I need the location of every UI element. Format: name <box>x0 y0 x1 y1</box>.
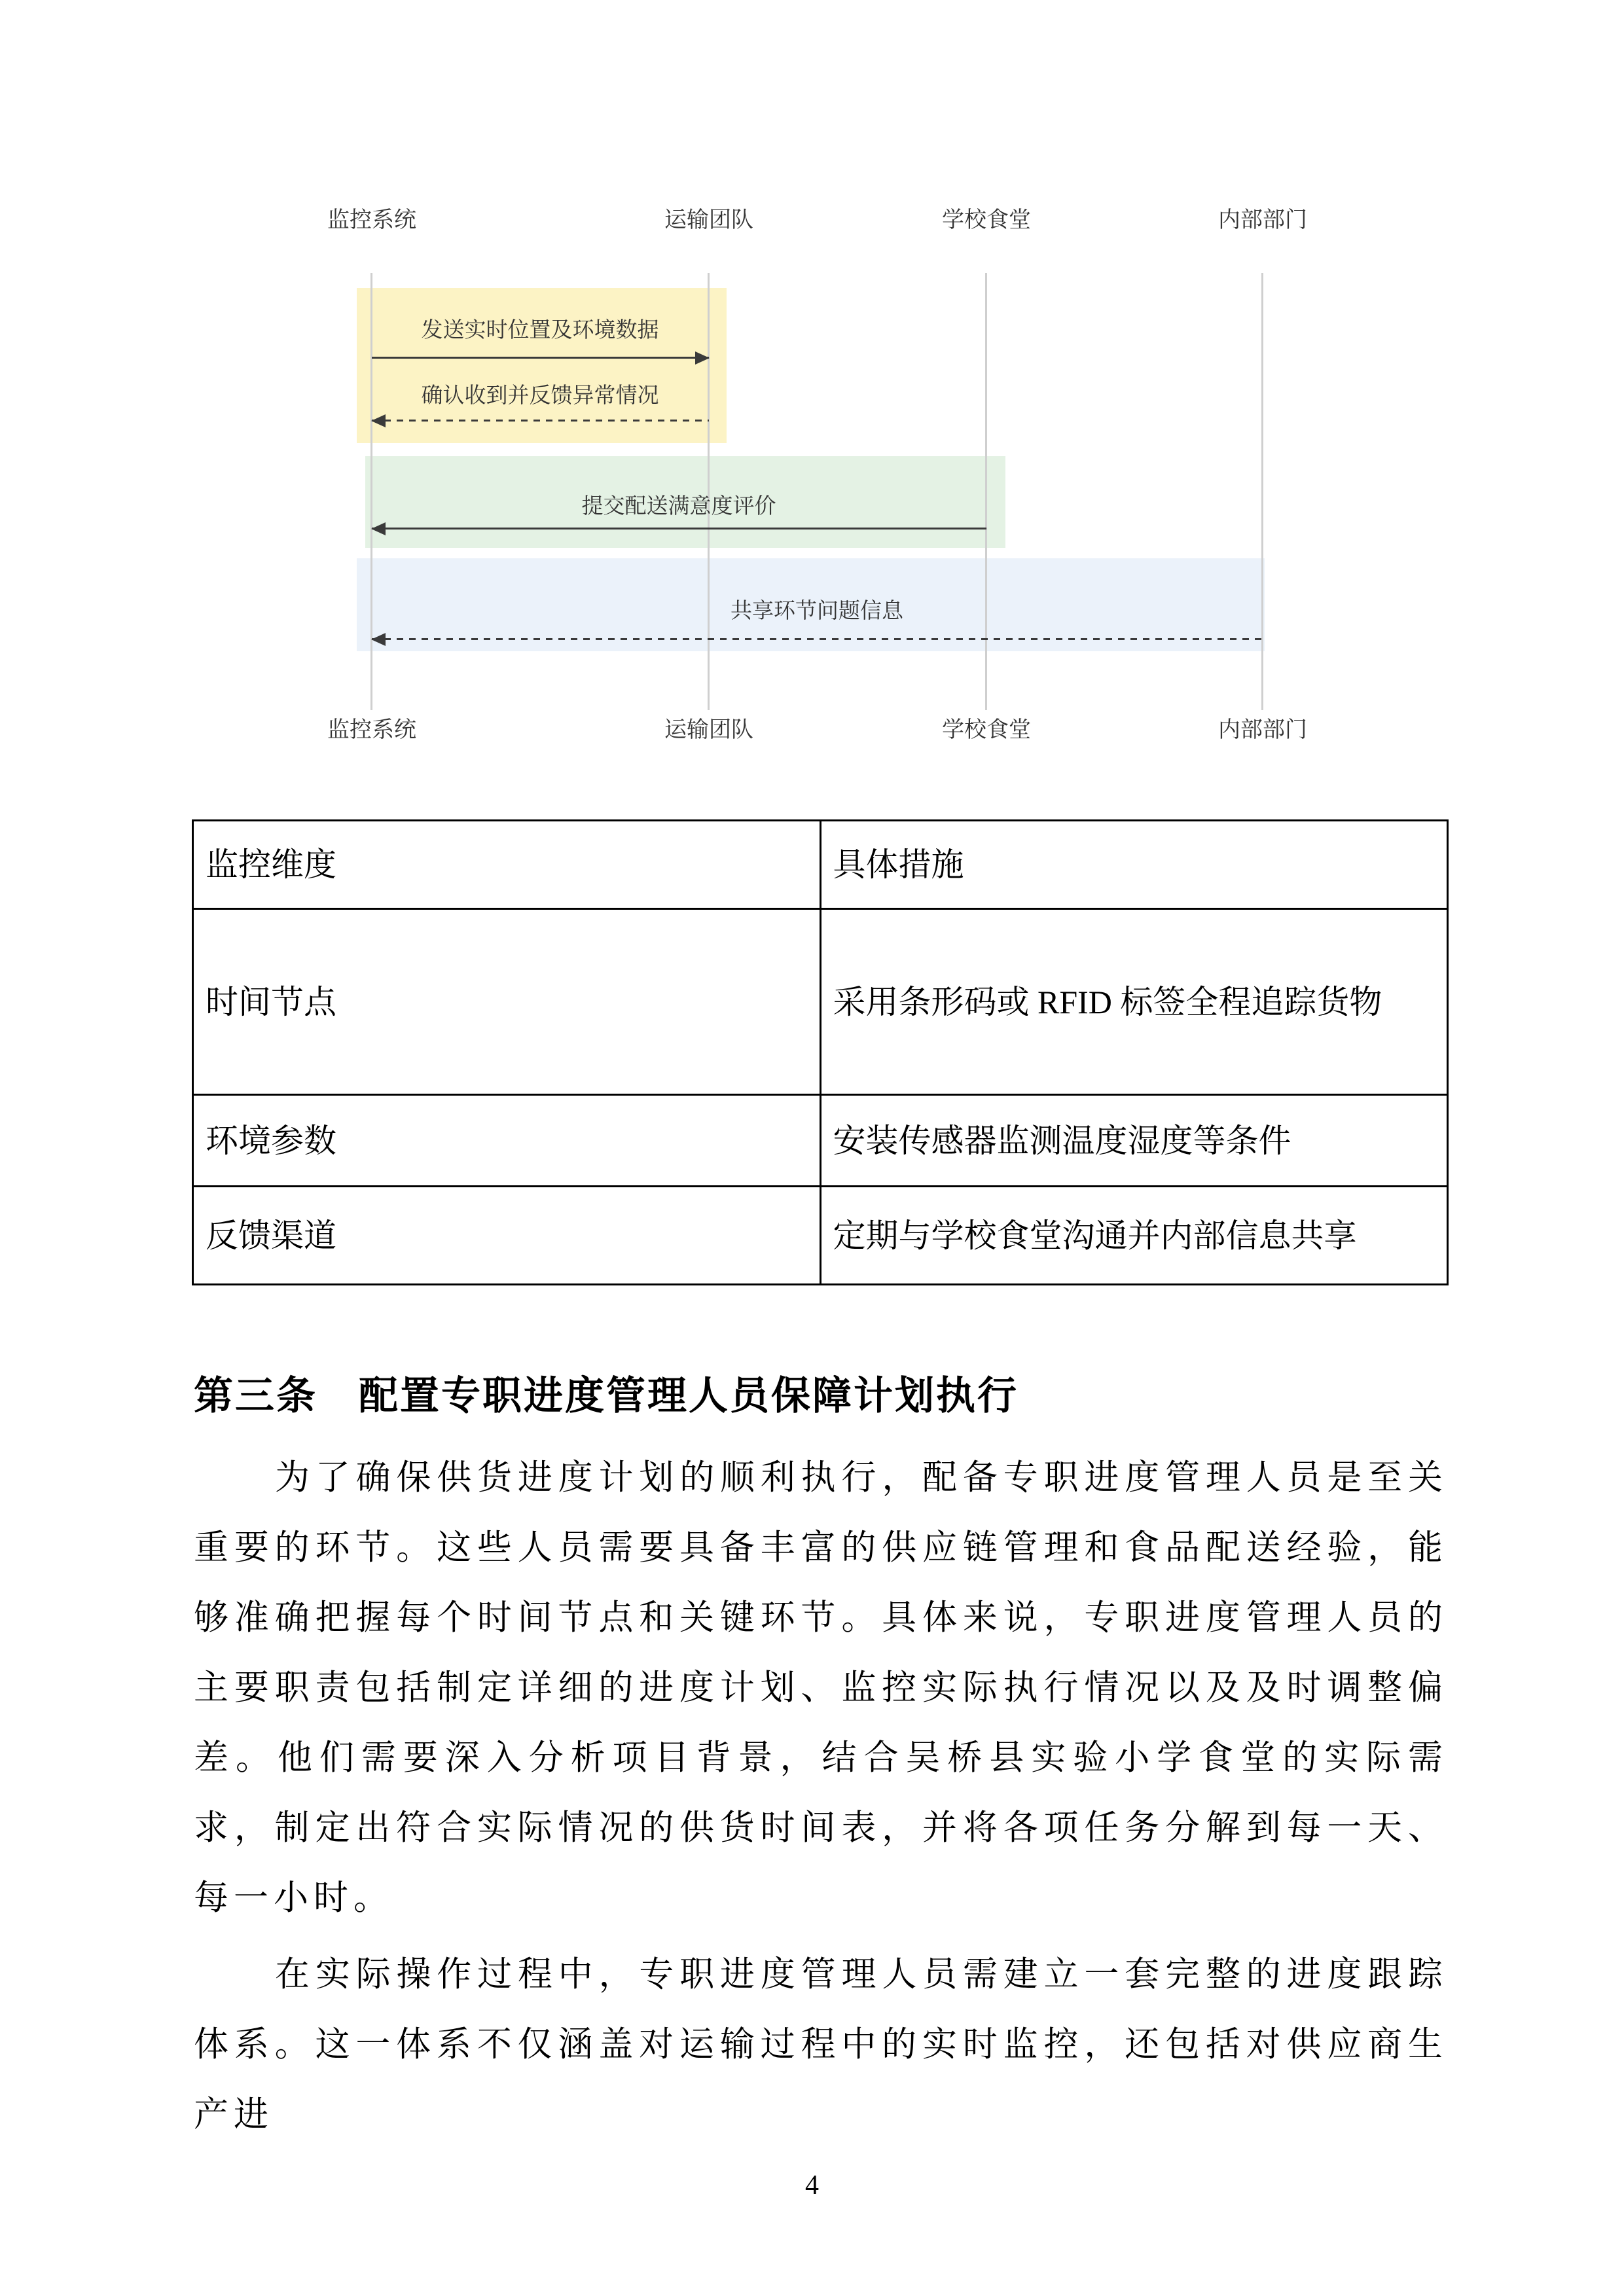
actor-label-transport-team-top: 运输团队 <box>664 207 753 232</box>
body-paragraph: 为了确保供货进度计划的顺利执行，配备专职进度管理人员是至关重要的环节。这些人员需要具备丰富的供应链管理和食品配送经验，能够准确把握每个时间节点和关键环节。具体来说，专职进度管理人员的主要职责包括制定详细的进度计划、监控实际执行情况以及及时调整偏差。他们需要深入分析项目背景，结合吴桥县实验小学食堂的实际需求，制定出符合实际情况的供货时间表，并将各项任务分解到每一天、每一小时。 <box>194 1459 1448 1917</box>
actor-label-internal-dept-top: 内部部门 <box>1218 207 1307 232</box>
table-cell-measure: 定期与学校食堂沟通并内部信息共享 <box>820 1187 1448 1285</box>
message-arrow-satisfaction-eval <box>372 528 986 529</box>
body-paragraph: 在实际操作过程中，专职进度管理人员需建立一套完整的进度跟踪体系。这一体系不仅涵盖对运输过程中的实时监控，还包括对供应商生产进 <box>194 1956 1448 2134</box>
table-cell-dimension: 时间节点 <box>193 909 821 1095</box>
actor-label-school-canteen-bottom: 学校食堂 <box>942 717 1031 742</box>
table-cell-dimension: 反馈渠道 <box>193 1187 821 1285</box>
actor-label-transport-team-bottom: 运输团队 <box>664 717 753 742</box>
message-label-send-location: 发送实时位置及环境数据 <box>421 317 659 342</box>
message-label-confirm-feedback: 确认收到并反馈异常情况 <box>421 383 659 407</box>
table-header-dimension: 监控维度 <box>193 821 821 909</box>
table-cell-dimension: 环境参数 <box>193 1095 821 1187</box>
actor-label-monitor-system-bottom: 监控系统 <box>327 717 416 742</box>
lifeline-internal-dept <box>1261 273 1263 710</box>
table-cell-measure: 采用条形码或 RFID 标签全程追踪货物 <box>820 909 1448 1095</box>
arrowhead-left-icon <box>371 414 386 427</box>
message-arrow-confirm-feedback <box>372 420 709 422</box>
message-label-share-issues: 共享环节问题信息 <box>731 598 903 622</box>
table-row <box>193 1095 1448 1187</box>
arrowhead-left-icon <box>371 522 386 535</box>
arrowhead-left-icon <box>371 633 386 646</box>
actor-label-monitor-system-top: 监控系统 <box>327 207 416 232</box>
table-row <box>193 1187 1448 1285</box>
table-row <box>193 909 1448 1095</box>
table-header-row <box>193 821 1448 909</box>
sequence-diagram <box>0 0 1624 772</box>
page-number: 4 <box>805 2170 819 2200</box>
section-heading: 第三条 配置专职进度管理人员保障计划执行 <box>194 1374 1019 1418</box>
lifeline-school-canteen <box>985 273 987 710</box>
monitoring-measures-table <box>192 819 1449 1285</box>
table-cell-measure: 安装传感器监测温度湿度等条件 <box>820 1095 1448 1187</box>
table-header-measure: 具体措施 <box>820 821 1448 909</box>
message-arrow-share-issues <box>372 638 1263 640</box>
message-label-satisfaction-eval: 提交配送满意度评价 <box>581 493 776 518</box>
message-arrow-send-location <box>372 357 709 359</box>
actor-label-school-canteen-top: 学校食堂 <box>942 207 1031 232</box>
actor-label-internal-dept-bottom: 内部部门 <box>1218 717 1307 742</box>
body-text-block <box>194 1443 1448 2157</box>
arrowhead-right-icon <box>695 351 710 365</box>
